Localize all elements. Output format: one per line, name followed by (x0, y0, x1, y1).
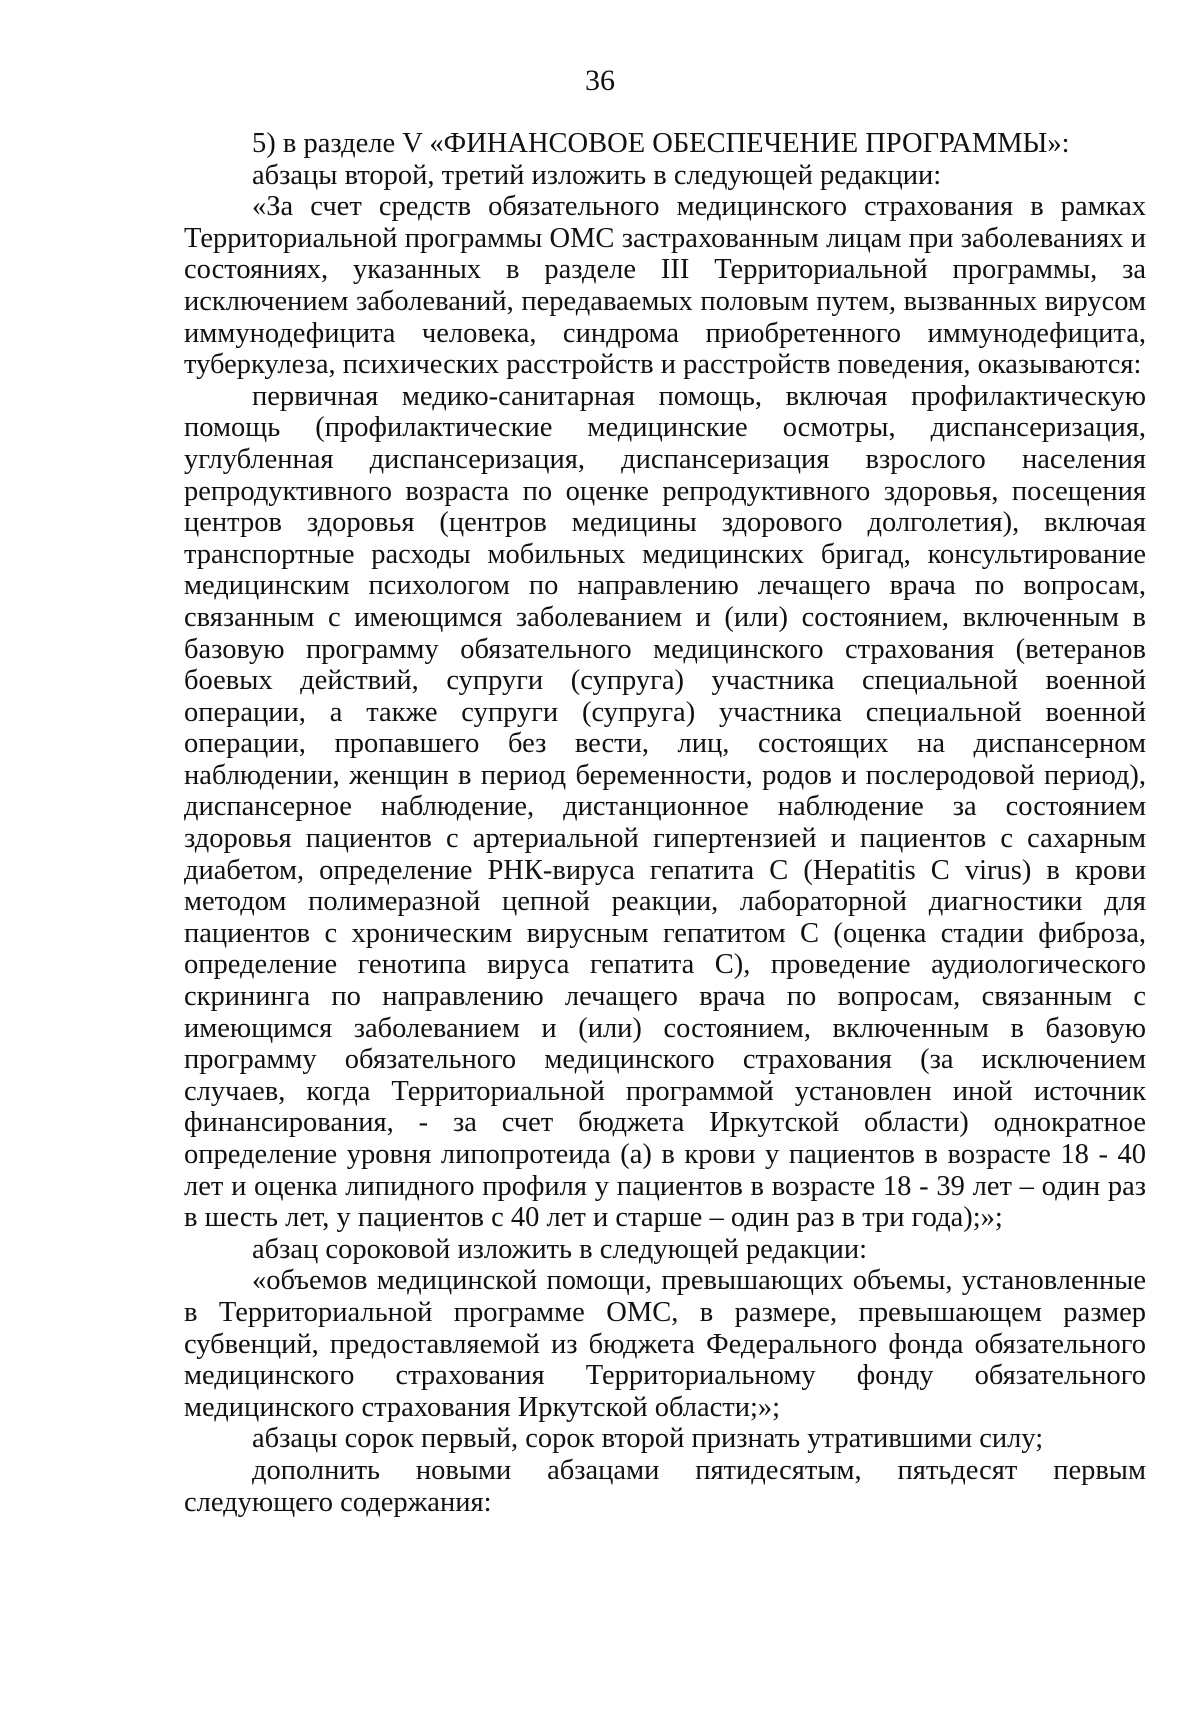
paragraph-repeal: абзацы сорок первый, сорок второй признать утратившими силу; (252, 1423, 1044, 1455)
document-body (184, 128, 1146, 1518)
paragraph-fortieth-instruction: абзац сороковой изложить в следующей редакции: (252, 1233, 868, 1265)
paragraph-primary-care: первичная медико-санитарная помощь, включая профилактическую помощь (профилактические медицинские осмотры, диспансеризация, углубленная диспансеризация, диспансеризация взрослого населения репродуктивного возраста по оценке репродуктивного здоровья, посещения центров здоровья (центров медицины здорового долголетия), включая транспортные расходы мобильных медицинских бригад, консультирование медицинским психологом по направлению лечащего врача по вопросам, связанным с имеющимся заболеванием и (или) состоянием, включенным в базовую программу обязательного медицинского страхования (ветеранов боевых действий, супруги (супруга) участника специальной военной операции, а также супруги (супруга) участника специальной военной операции, пропавшего без вести, лиц, состоящих на диспансерном наблюдении, женщин в период беременности, родов и послеродовой период), диспансерное наблюдение, дистанционное наблюдение за состоянием здоровья пациентов с артериальной гипертензией и пациентов с сахарным диабетом, определение РНК-вируса гепатита С (Hepatitis C virus) в крови методом полимеразной цепной реакции, лабораторной диагностики для пациентов с хроническим вирусным гепатитом С (оценка стадии фиброза, определение генотипа вируса гепатита С), проведение аудиологического скрининга по направлению лечащего врача по вопросам, связанным с имеющимся заболеванием и (или) состоянием, включенным в базовую программу обязательного медицинского страхования (за исключением случаев, когда Территориальной программой установлен иной источник финансирования, - за счет бюджета Иркутской области) однократное определение уровня липопротеида (а) в крови у пациентов в возрасте 18 - 40 лет и оценка липидного профиля у пациентов в возрасте 18 - 39 лет – один раз в шесть лет, у пациентов с 40 лет и старше – один раз в три года);»; (184, 380, 1146, 1234)
paragraph-supplement: дополнить новыми абзацами пятидесятым, пятьдесят первым следующего содержания: (184, 1454, 1146, 1518)
paragraph-section-heading: 5) в разделе V «ФИНАНСОВОЕ ОБЕСПЕЧЕНИЕ ПРОГРАММЫ»: (252, 128, 1070, 159)
page-number: 36 (585, 64, 615, 97)
paragraph-volumes: «объемов медицинской помощи, превышающих объемы, установленные в Территориальной программе ОМС, в размере, превышающем размер субвенций, предоставляемой из бюджета Федерального фонда обязательного медицинского страхования Территориальному фонду обязательного медицинского страхования Иркутской области;»; (184, 1265, 1146, 1423)
paragraph-amendment-instruction: абзацы второй, третий изложить в следующей редакции: (252, 159, 942, 191)
paragraph-oms-scope: «За счет средств обязательного медицинского страхования в рамках Территориальной программы ОМС застрахованным лицам при заболеваниях и состояниях, указанных в разделе III Территориальной программы, за исключением заболеваний, передаваемых половым путем, вызванных вирусом иммунодефицита человека, синдрома приобретенного иммунодефицита, туберкулеза, психических расстройств и расстройств поведения, оказываются: (184, 191, 1146, 381)
